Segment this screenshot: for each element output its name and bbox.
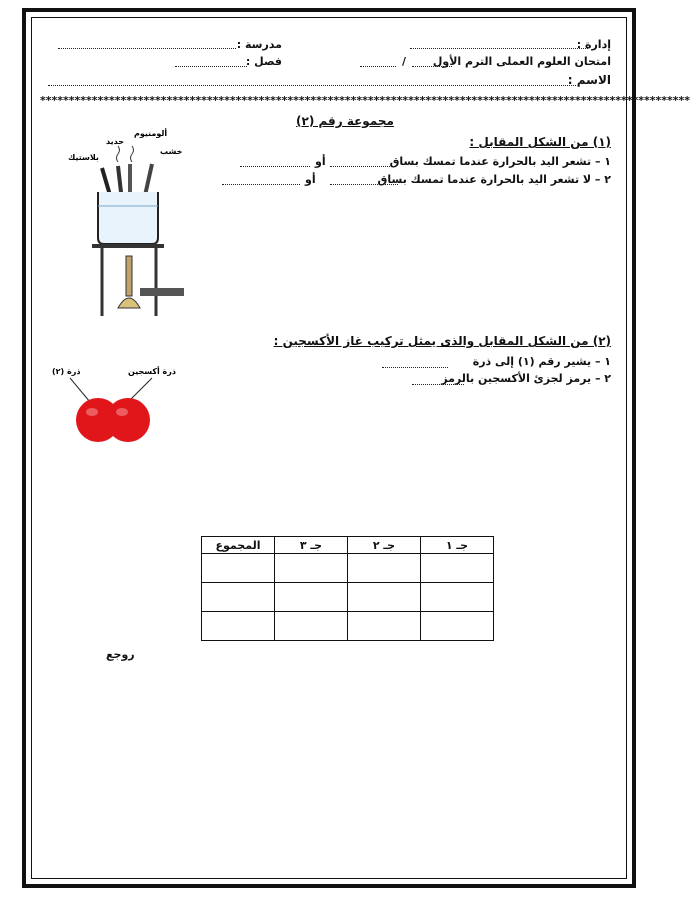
beaker [98,192,158,244]
burner-base [118,298,140,308]
name-blank[interactable] [48,85,576,86]
score-cell[interactable] [202,554,275,583]
q1-item2-blank-2[interactable] [222,184,300,185]
score-cell[interactable] [202,612,275,641]
q1-item2-blank-1[interactable] [330,184,398,185]
table-row [202,612,494,641]
score-cell[interactable] [421,583,494,612]
q1-item1-blank-1[interactable] [330,166,396,167]
oxygen-atom-right [106,398,150,442]
q2-title: (٢) من الشكل المقابل والذى يمثل تركيب غاز الأكسجين : [273,334,611,348]
score-cell[interactable] [348,612,421,641]
q2-item1-blank[interactable] [382,367,448,368]
q1-item1-or: أو [315,155,326,168]
school-label: مدرسة : [236,38,282,51]
pointer-line [70,378,90,402]
label-atom-2: ذرة (٢) [52,367,81,376]
table-row [202,583,494,612]
score-header-q2: جـ ٢ [348,537,421,554]
label-oxygen-atom: ذرة أكسجين [128,367,176,376]
score-cell[interactable] [348,583,421,612]
q2-item1-text: ١ – يشير رقم (١) إلى ذرة [472,355,611,368]
reviewer-label: روجع [106,648,135,661]
score-header-q3: جـ ٣ [275,537,348,554]
class-label: فصل : [245,55,282,68]
highlight [86,408,98,416]
highlight [116,408,128,416]
administration-blank[interactable] [410,48,588,49]
label-iron: حديد [106,137,125,146]
oxygen-molecule-figure [52,362,192,448]
administration-label: إدارة : [576,38,611,51]
score-header-total: المجموع [202,537,275,554]
exam-blank-2[interactable] [360,66,396,67]
school-blank[interactable] [58,48,236,49]
heat-conduction-figure [60,126,200,322]
heat-wave-icon [131,146,134,162]
q2-item2-blank[interactable] [412,384,464,385]
q1-item2-or: أو [305,173,316,186]
exam-title: امتحان العلوم العملى الترم الأول [432,55,611,68]
q2-item2-text: ٢ – يرمز لجزئ الأكسجين بالرمز [441,372,611,385]
q1-item1-blank-2[interactable] [240,166,310,167]
separator-line: ***************************************************************************************************************** [40,94,690,107]
tripod-top [92,244,164,248]
score-header-q1: جـ ١ [421,537,494,554]
q1-title: (١) من الشكل المقابل : [469,135,611,149]
label-wood: خشب [160,147,183,156]
score-cell[interactable] [421,612,494,641]
group-title: مجموعة رقم (٢) [296,114,394,128]
burner-tube [126,256,132,296]
label-aluminum: ألومنيوم [134,129,168,138]
table-row [202,554,494,583]
heat-wave-icon [117,146,120,162]
exam-slash: / [402,55,407,68]
score-table-header-row [202,537,494,554]
score-table [201,536,494,641]
exam-blank-1[interactable] [412,66,452,67]
score-cell[interactable] [275,612,348,641]
q1-item2-text: ٢ – لا تشعر اليد بالحرارة عندما تمسك بساق [377,173,611,186]
score-cell[interactable] [202,583,275,612]
gas-hose [140,288,184,296]
name-label: الاسم : [567,73,611,87]
label-plastic: بلاستيك [68,153,99,162]
score-cell[interactable] [275,554,348,583]
score-cell[interactable] [348,554,421,583]
score-cell[interactable] [421,554,494,583]
score-cell[interactable] [275,583,348,612]
class-blank[interactable] [175,66,247,67]
q1-item1-text: ١ – تشعر اليد بالحرارة عندما تمسك بساق [389,155,611,168]
